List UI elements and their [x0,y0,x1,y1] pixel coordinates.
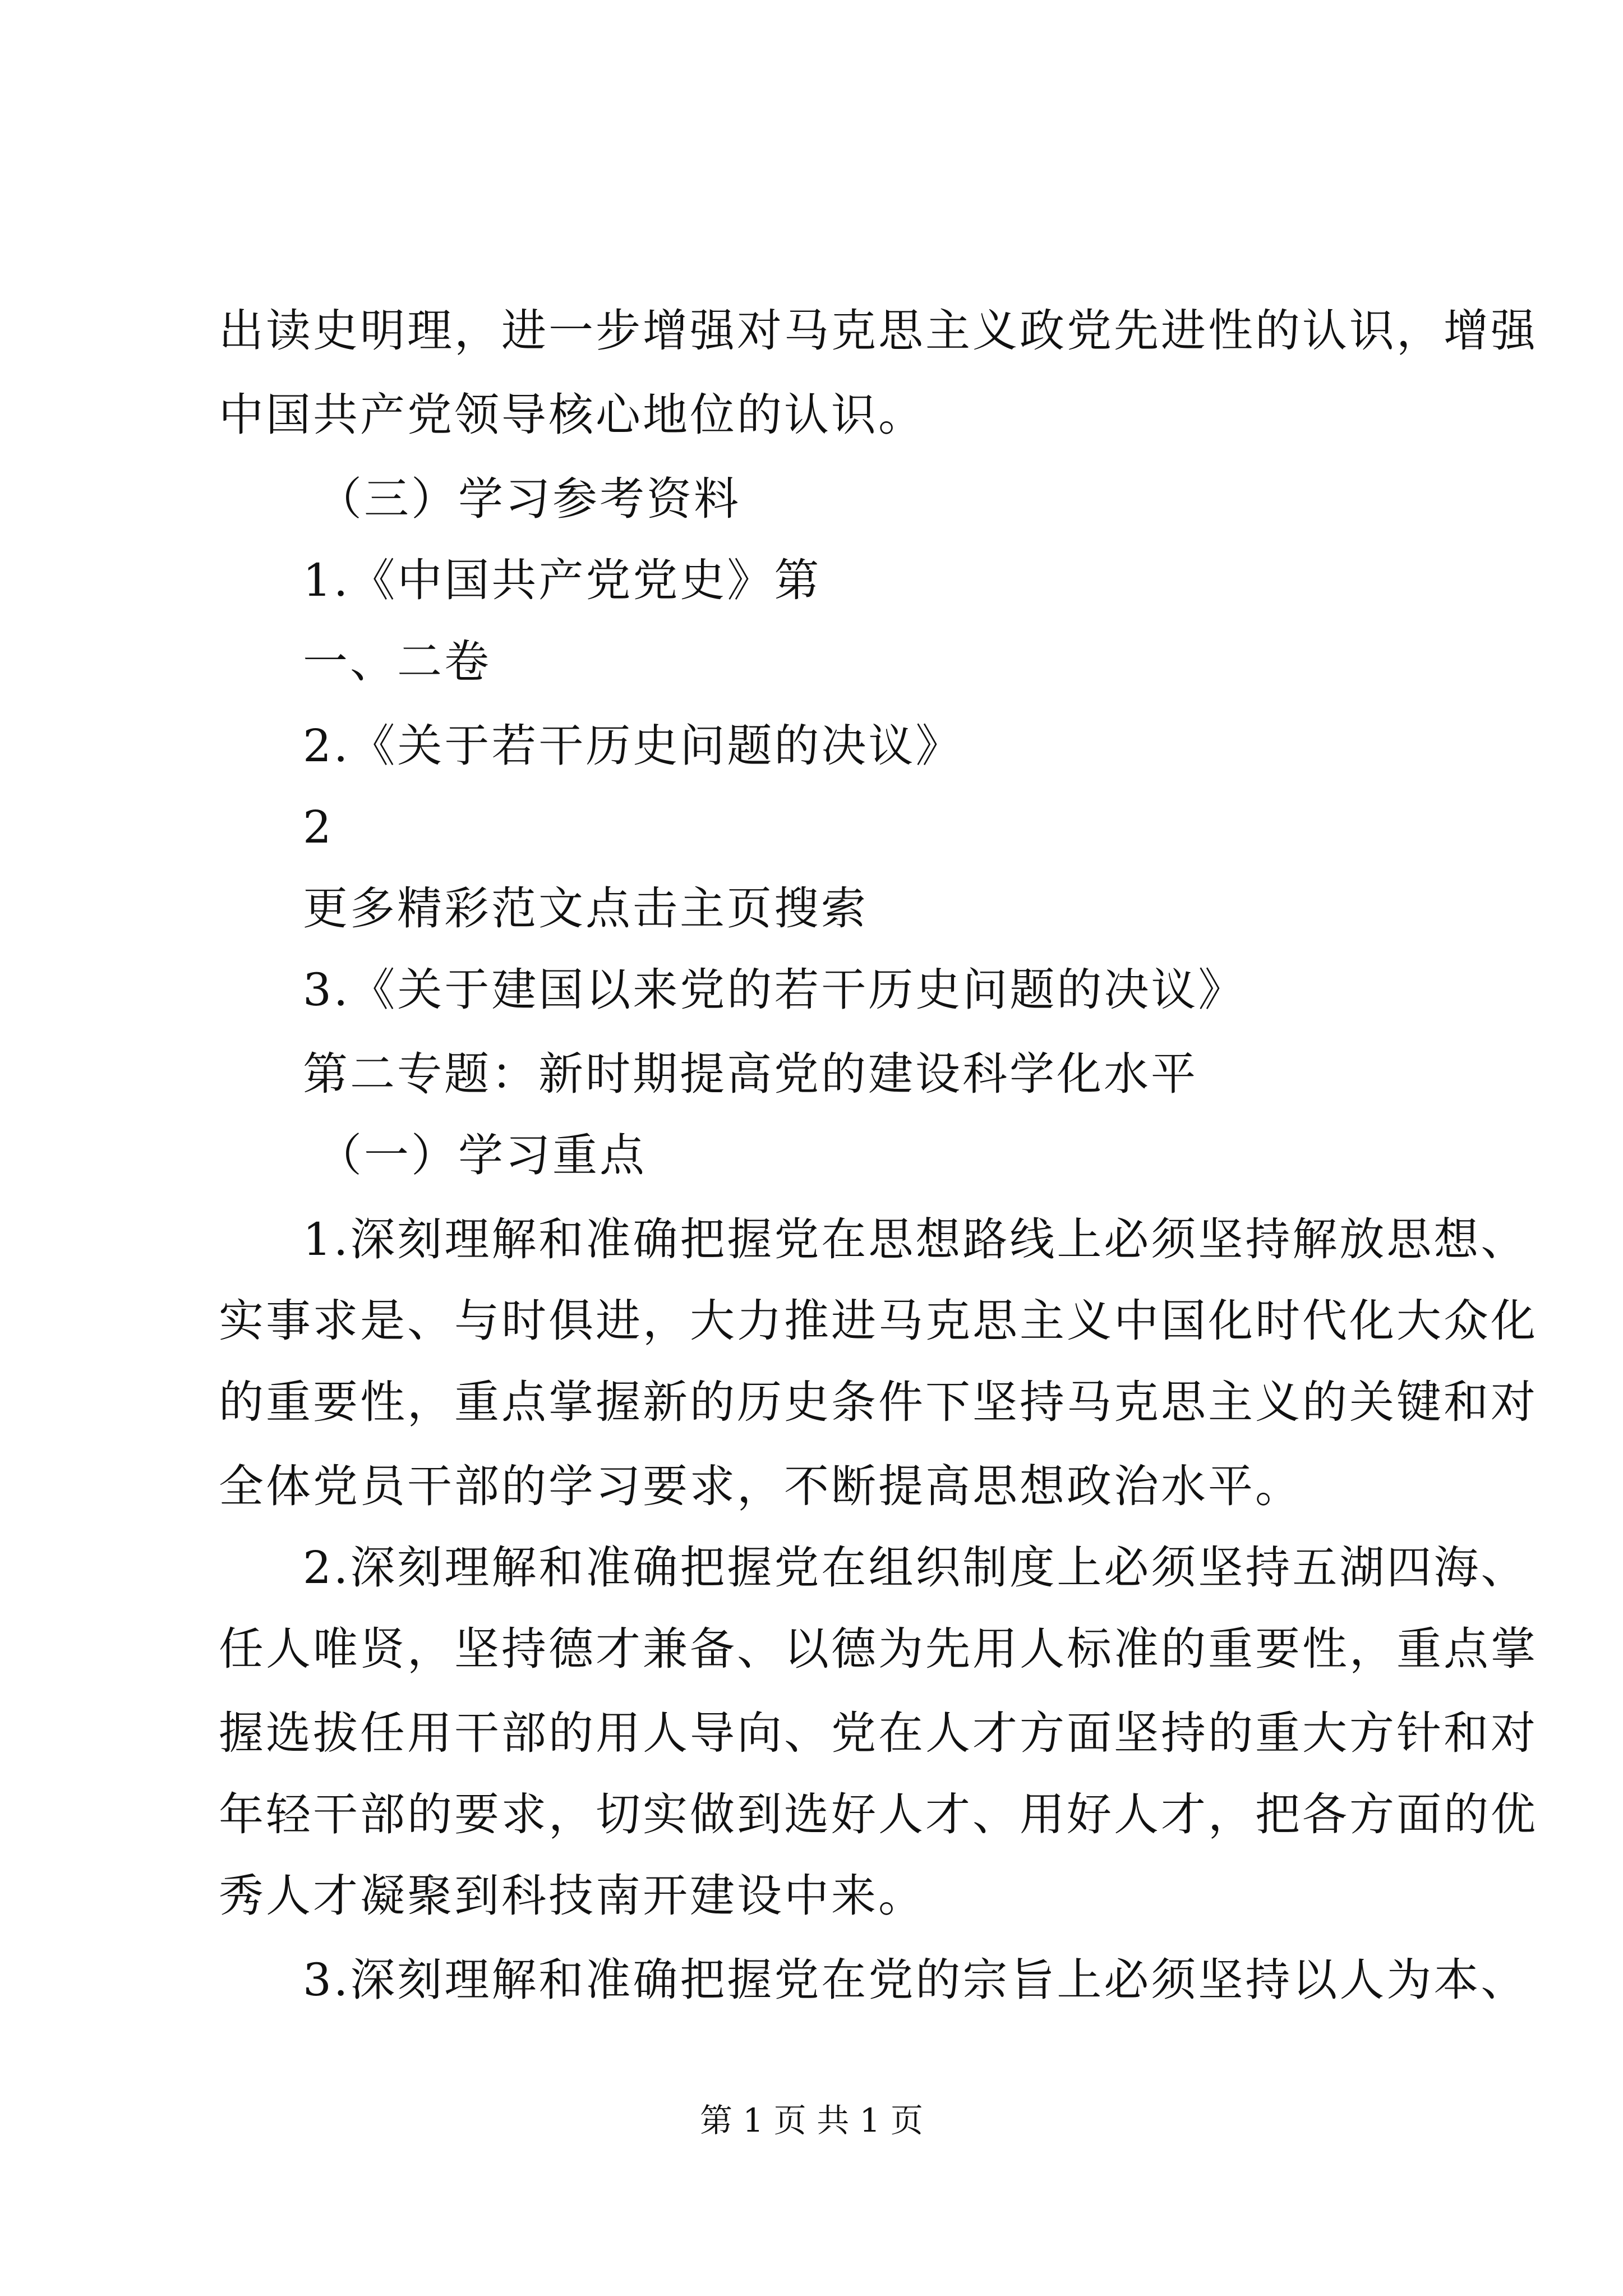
text-line: 握选拔任用干部的用人导向、党在人才方面坚持的重大方针和对 [219,1707,1538,1759]
text-line: 中国共产党领导核心地位的认识。 [219,389,925,441]
reference-item: 1.《中国共产党党史》第 [303,554,822,606]
text-line: 秀人才凝聚到科技南开建设中来。 [219,1870,925,1922]
text-line: 年轻干部的要求，切实做到选好人才、用好人才，把各方面的优 [219,1788,1538,1841]
promo-text: 更多精彩范文点击主页搜索 [303,882,868,935]
reference-item: 2.《关于若干历史问题的决议》 [303,720,963,772]
reference-item: 3.《关于建国以来党的若干历史问题的决议》 [303,964,1246,1016]
section-heading: （一）学习重点 [317,1129,647,1181]
text-line: 3.深刻理解和准确把握党在党的宗旨上必须坚持以人为本、 [303,1954,1528,2006]
topic-heading: 第二专题：新时期提高党的建设科学化水平 [303,1048,1198,1100]
text-line: 出读史明理，进一步增强对马克思主义政党先进性的认识，增强 [219,305,1538,357]
text-line: 2.深刻理解和准确把握党在组织制度上必须坚持五湖四海、 [303,1542,1528,1594]
text-line: 实事求是、与时俱进，大力推进马克思主义中国化时代化大众化 [219,1295,1538,1347]
reference-item: 一、二卷 [303,636,491,688]
text-line: 2 [303,801,334,853]
text-line: 任人唯贤，坚持德才兼备、以德为先用人标准的重要性，重点掌 [219,1623,1538,1675]
text-line: 全体党员干部的学习要求，不断提高思想政治水平。 [219,1460,1302,1512]
section-heading: （三）学习参考资料 [317,473,741,525]
text-line: 的重要性，重点掌握新的历史条件下坚持马克思主义的关键和对 [219,1376,1538,1428]
text-line: 1.深刻理解和准确把握党在思想路线上必须坚持解放思想、 [303,1213,1528,1266]
page-number-footer: 第 1 页 共 1 页 [700,2101,923,2139]
